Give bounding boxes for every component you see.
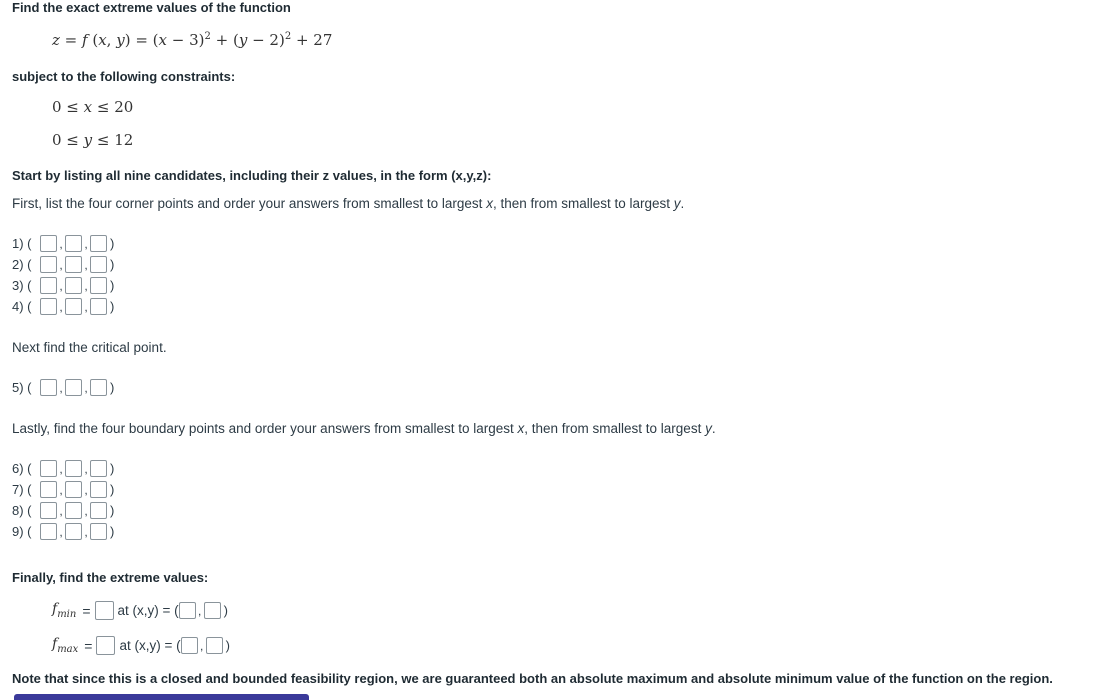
x-input[interactable] [40,277,57,294]
x-input[interactable] [40,256,57,273]
z-input[interactable] [90,235,107,252]
y-input[interactable] [65,379,82,396]
fmin-x-input[interactable] [179,602,196,619]
comma: , [59,380,63,395]
candidate-label: 9) ( [12,524,32,539]
comma: , [59,236,63,251]
comma: , [84,380,88,395]
comma: , [84,482,88,497]
candidate-label: 6) ( [12,461,32,476]
comma: , [199,638,204,653]
critical-instruction: Next find the critical point. [12,340,167,355]
close-paren: ) [110,482,115,497]
close-paren: ) [110,380,115,395]
candidate-row [12,296,114,317]
z-input[interactable] [90,277,107,294]
y-input[interactable] [65,256,82,273]
y-input[interactable] [65,235,82,252]
comma: , [84,503,88,518]
z-input[interactable] [90,481,107,498]
y-input[interactable] [65,481,82,498]
close-paren: ) [110,524,115,539]
candidate-row [12,254,114,275]
candidate-label: 5) ( [12,380,32,395]
function-expression: z = f (x, $y) = (x - 3)^2 + (y - 2)^2 + 27$ [52,31,333,49]
fmax-x-input[interactable] [181,637,198,654]
candidate-row [12,377,114,398]
z-input[interactable] [90,460,107,477]
closing-note: Note that since this is a closed and bounded feasibility region, we are guaranteed both an absolute maximum and absolute minimum value of the function on the region. [12,671,1053,686]
comma: , [59,503,63,518]
at-xy-label: at (x,y) = ( [117,603,179,618]
comma: , [84,461,88,476]
y-input[interactable] [65,523,82,540]
candidate-row [12,275,114,296]
bottom-scroll-indicator [14,694,309,700]
fmin-row [52,600,228,621]
comma: , [59,257,63,272]
constraints-label: subject to the following constraints: [12,69,236,84]
candidate-row [12,500,114,521]
x-input[interactable] [40,502,57,519]
x-input[interactable] [40,460,57,477]
extreme-values-label: Finally, find the extreme values: [12,570,209,585]
fmax-row [52,635,230,656]
comma: , [59,299,63,314]
comma: , [197,603,202,618]
constraint-x: 0 ≤ x ≤ 20 [52,98,134,116]
close-paren: ) [225,638,230,653]
fmax-value-input[interactable] [96,636,115,655]
comma: , [84,524,88,539]
x-input[interactable] [40,235,57,252]
comma: , [84,257,88,272]
z-input[interactable] [90,379,107,396]
boundary-instruction: Lastly, find the four boundary points and order your answers from smallest to largest x, then from smallest to largest y. [12,421,716,436]
candidate-row [12,521,114,542]
y-input[interactable] [65,502,82,519]
critical-point-list [12,377,114,398]
z-input[interactable] [90,502,107,519]
equals-sign: = [82,602,91,619]
close-paren: ) [110,236,115,251]
constraint-y: 0 ≤ y ≤ 12 [52,131,134,149]
x-input[interactable] [40,481,57,498]
comma: , [84,299,88,314]
y-input[interactable] [65,298,82,315]
candidate-label: 4) ( [12,299,32,314]
z-input[interactable] [90,298,107,315]
fmin-value-input[interactable] [95,601,114,620]
fmax-symbol: $f_{max}$ [52,636,79,655]
candidate-label: 8) ( [12,503,32,518]
corner-points-list [12,233,114,317]
comma: , [59,482,63,497]
comma: , [59,461,63,476]
close-paren: ) [110,299,115,314]
close-paren: ) [223,603,228,618]
z-input[interactable] [90,256,107,273]
close-paren: ) [110,503,115,518]
boundary-points-list [12,458,114,542]
fmin-y-input[interactable] [204,602,221,619]
close-paren: ) [110,278,115,293]
y-input[interactable] [65,277,82,294]
x-input[interactable] [40,379,57,396]
comma: , [59,524,63,539]
y-input[interactable] [65,460,82,477]
comma: , [84,236,88,251]
candidate-row [12,233,114,254]
candidate-label: 3) ( [12,278,32,293]
candidate-label: 1) ( [12,236,32,251]
problem-heading: Find the exact extreme values of the function [12,0,291,15]
close-paren: ) [110,461,115,476]
equals-sign: = [84,637,93,654]
close-paren: ) [110,257,115,272]
at-xy-label: at (x,y) = ( [119,638,181,653]
fmin-symbol: $f_{min}$ [52,601,77,620]
comma: , [84,278,88,293]
z-input[interactable] [90,523,107,540]
candidate-label: 2) ( [12,257,32,272]
x-input[interactable] [40,298,57,315]
x-input[interactable] [40,523,57,540]
candidate-row [12,458,114,479]
candidates-label: Start by listing all nine candidates, including their z values, in the form (x,y,z): [12,168,492,183]
candidate-row [12,479,114,500]
comma: , [59,278,63,293]
candidate-label: 7) ( [12,482,32,497]
fmax-y-input[interactable] [206,637,223,654]
corners-instruction: First, list the four corner points and order your answers from smallest to largest x, then from smallest to largest y. [12,196,685,211]
